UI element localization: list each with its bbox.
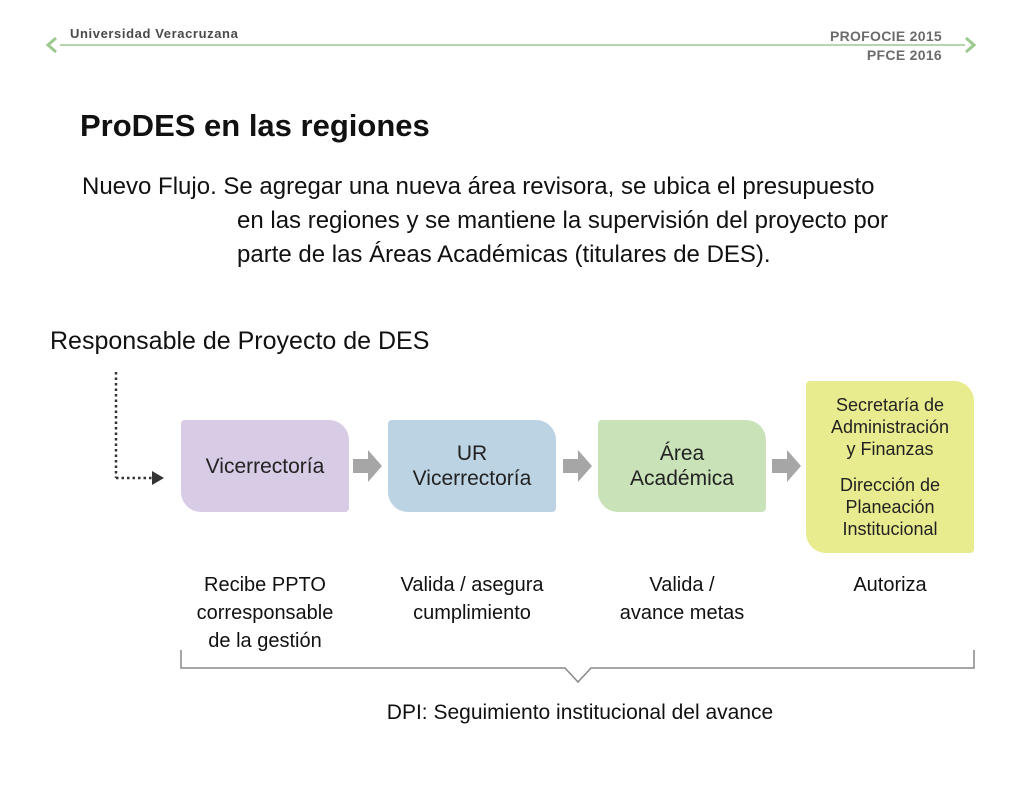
header-rule [48,38,974,52]
description-line: cumplimiento [413,602,531,624]
slide-title: ProDES en las regiones [80,108,430,143]
intro-line-1: Nuevo Flujo. Se agregar una nueva área revisora, se ubica el presupuesto [82,173,875,200]
intro-line-3: parte de las Áreas Académicas (titulares de DES). [237,241,771,268]
flow-box-label: Secretaría de [835,395,945,415]
flow-box-vicerrectoria [181,420,349,512]
intro-paragraph [82,170,982,272]
description-line: avance metas [619,602,745,624]
dpi-footer: DPI: Seguimiento institucional del avance [386,701,774,724]
flow-description-3 [582,571,782,627]
description-line: Autoriza [853,574,927,596]
flow-description-4 [790,571,990,599]
description-line: Recibe PPTO [204,574,326,596]
description-line: Valida / asegura [400,574,544,596]
flow-box-ur-vicerrectoria [388,420,556,512]
flow-box-label: Administración [830,417,950,437]
flow-arrow-icon [772,450,801,482]
left-chevron-icon [48,38,56,52]
description-line: de la gestión [208,630,322,652]
flow-box-label: Vicerrectoría [412,467,532,490]
university-name: Universidad Veracruzana [70,26,239,41]
flow-arrow-icon [353,450,382,482]
connector-arrowhead-icon [152,471,164,485]
flow-arrow-icon [563,450,592,482]
flow-box-label: Académica [630,467,734,490]
intro-line-2: en las regiones y se mantiene la supervisión del proyecto por [237,207,889,234]
flow-box-label: Vicerrectoría [205,454,325,478]
flow-box-label: Planeación [845,497,935,517]
flow-box-secretaria-direccion [806,381,974,553]
program-label-2016: PFCE 2016 [866,47,942,63]
flow-box-label: Dirección de [839,475,941,495]
responsible-connector [116,372,164,485]
flow-box-label: y Finanzas [846,439,934,459]
flow-description-1 [161,571,369,655]
flow-box-label: Área [659,442,705,465]
description-line: Valida / [649,574,715,596]
flow-box-label: UR [456,442,488,465]
description-line: corresponsable [196,602,334,624]
flow-description-2 [372,571,572,627]
right-chevron-icon [966,38,974,52]
responsible-label: Responsable de Proyecto de DES [50,327,430,355]
program-label-2015: PROFOCIE 2015 [829,28,942,44]
flow-box-label: Institucional [842,519,938,539]
flow-box-area-academica [598,420,766,512]
